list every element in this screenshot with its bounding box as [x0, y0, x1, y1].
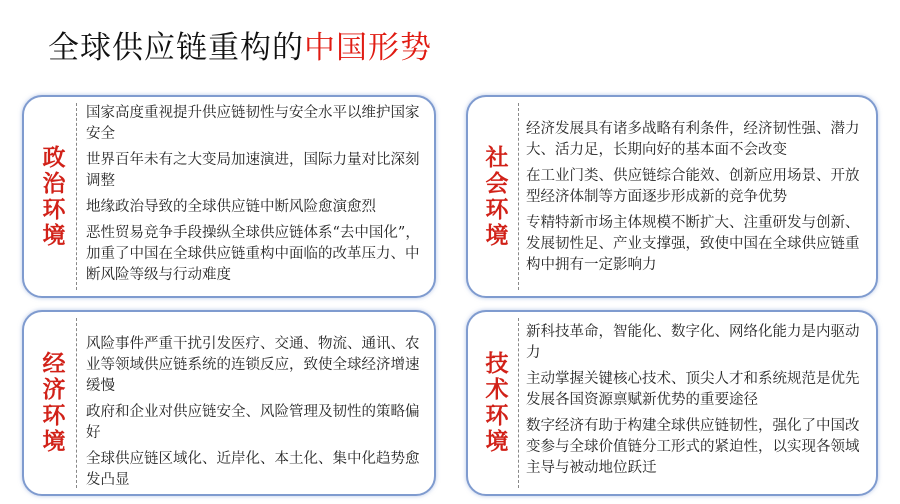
- card-body: [86, 334, 430, 496]
- card-label: 政治环境: [38, 144, 65, 249]
- list-item: 在工业门类、供应链综合能效、创新应用场景、开放型经济体制等方面逐步形成新的竞争优势: [526, 168, 860, 205]
- card-technology: [466, 310, 878, 496]
- card-label: 技术环境: [481, 351, 508, 455]
- list-item: 地缘政治导致的全球供应链中断风险愈演愈烈: [86, 199, 376, 215]
- card-divider: [76, 318, 77, 488]
- card-body: [86, 103, 430, 291]
- card-divider: [518, 103, 519, 290]
- list-item: 主动掌握关键核心技术、顶尖人才和系统规范是优先发展各国资源禀赋新优势的重要途径: [526, 371, 860, 408]
- list-item: 国家高度重视提升供应链韧性与安全水平以维护国家安全: [86, 105, 420, 142]
- list-item: 政府和企业对供应链安全、风险管理及韧性的策略偏好: [86, 404, 420, 441]
- list-item: 专精特新市场主体规模不断扩大、注重研发与创新、发展韧性足、产业支撑强，致使中国在全球供应链重构中拥有一定影响力: [526, 215, 860, 273]
- card-body: [526, 322, 872, 484]
- title-highlight: 中国形势: [304, 30, 432, 66]
- card-body: [526, 119, 872, 281]
- card-label: 社会环境: [481, 144, 508, 249]
- card-divider: [76, 103, 77, 290]
- list-item: 经济发展具有诸多战略有利条件，经济韧性强、潜力大、活力足，长期向好的基本面不会改变: [526, 121, 860, 158]
- card-divider: [518, 318, 519, 488]
- card-label: 经济环境: [38, 351, 65, 455]
- list-item: 风险事件严重干扰引发医疗、交通、物流、通讯、农业等领域供应链系统的连锁反应，致使全球经济增速缓慢: [86, 336, 420, 394]
- card-economic: [22, 310, 436, 496]
- title-main: 全球供应链重构的: [48, 30, 304, 66]
- card-social: [466, 95, 878, 298]
- list-item: 全球供应链区域化、近岸化、本土化、集中化趋势愈发凸显: [86, 451, 420, 488]
- list-item: 数字经济有助于构建全球供应链韧性，强化了中国改变参与全球价值链分工形式的紧迫性，以实现各领域主导与被动地位跃迁: [526, 418, 860, 476]
- list-item: 世界百年未有之大变局加速演进，国际力量对比深刻调整: [86, 152, 420, 189]
- list-item: 新科技革命，智能化、数字化、网络化能力是内驱动力: [526, 324, 860, 361]
- list-item: 恶性贸易竞争手段操纵全球供应链体系“去中国化”，加重了中国在全球供应链重构中面临的改革压力、中断风险等级与行动难度: [86, 225, 420, 283]
- page-title: [48, 22, 432, 67]
- card-political: [22, 95, 436, 298]
